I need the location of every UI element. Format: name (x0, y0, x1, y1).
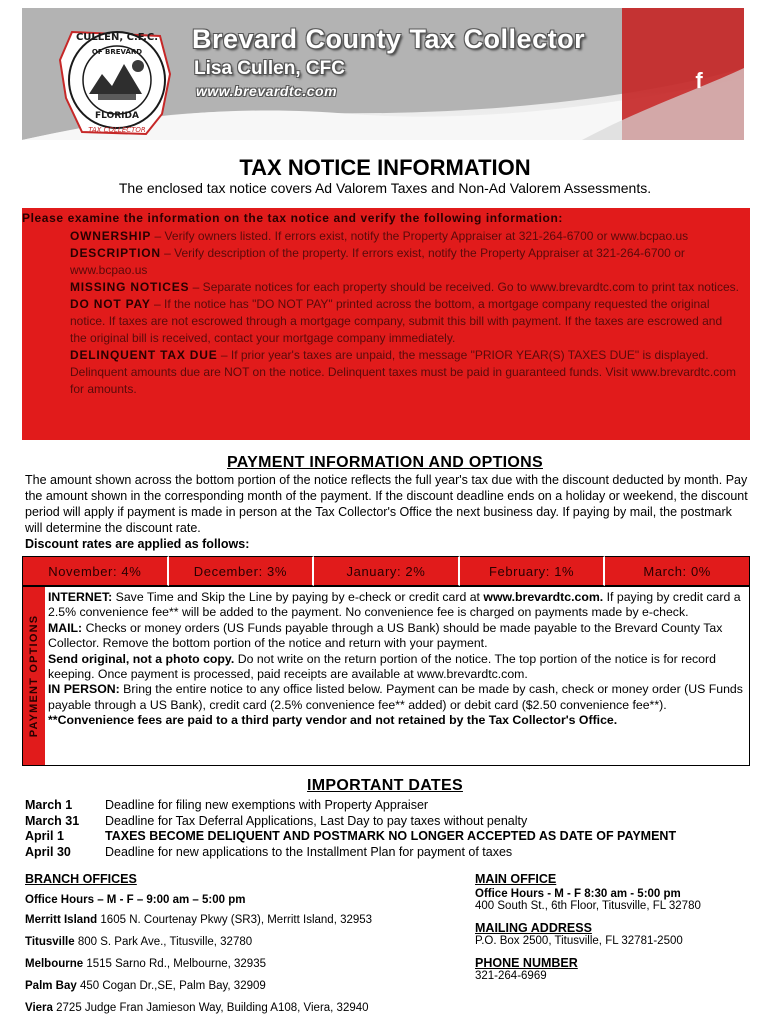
branch-office-row (25, 978, 465, 994)
date-description: Deadline for filing new exemptions with Property Appraiser (105, 798, 429, 812)
internet-label: INTERNET: (48, 590, 113, 604)
verify-item-ownership (70, 228, 742, 245)
branch-name: Palm Bay (25, 980, 77, 992)
internet-text: Save Time and Skip the Line by paying by e-check or credit card at (112, 590, 484, 604)
branch-address: 800 S. Park Ave., Titusville, 32780 (74, 936, 253, 948)
branch-address: 1605 N. Courtenay Pkwy (SR3), Merritt Island, 32953 (97, 914, 373, 926)
payment-options-text (48, 590, 746, 729)
list-item (25, 829, 765, 845)
verify-item-delinquent (70, 347, 742, 398)
verify-items-list (70, 228, 742, 398)
website-link[interactable]: www.brevardtc.com (196, 83, 338, 99)
list-item (25, 845, 765, 861)
in-person-text: Bring the entire notice to any office listed below. Payment can be made by cash, check or money order (US Funds payable through a US Bank), credit card (2.5% convenience fee** added) or debit card ($2.50 convenience fee**). (48, 682, 743, 712)
branch-address: 1515 Sarno Rd., Melbourne, 32935 (83, 958, 266, 970)
important-dates-title: IMPORTANT DATES (307, 777, 463, 794)
date-description: Deadline for Tax Deferral Applications, Last Day to pay taxes without penalty (105, 813, 528, 828)
phone-number-title: PHONE NUMBER (475, 956, 578, 970)
internet-text-2: If paying by credit card a 2.5% convenience fee** will be added to the payment. No convenience fee is charged on payments made by e-check. (48, 590, 741, 620)
svg-text:OF BREVARD: OF BREVARD (91, 48, 143, 56)
date-description: Deadline for new applications to the Installment Plan for payment of taxes (105, 844, 513, 859)
main-office-address: 400 South St., 6th Floor, Titusville, FL 32780 (475, 900, 701, 912)
facebook-icon[interactable]: f (695, 68, 703, 93)
rate-march: March: 0% (605, 556, 750, 586)
verify-term: MISSING NOTICES (70, 280, 190, 294)
branch-office-row (25, 934, 465, 950)
discount-rates-row (22, 556, 750, 586)
mailing-address: P.O. Box 2500, Titusville, FL 32781-2500 (475, 935, 683, 947)
date-description: TAXES BECOME DELIQUENT AND POSTMARK NO LONGER ACCEPTED AS DATE OF PAYMENT (105, 829, 677, 843)
side-label-text: PAYMENT OPTIONS (28, 614, 40, 738)
discount-heading: Discount rates are applied as follows: (25, 537, 250, 551)
in-person-label: IN PERSON: (48, 682, 120, 697)
convenience-fee-note: **Convenience fees are paid to a third party vendor and not retained by the Tax Collector's Office. (48, 713, 618, 728)
payment-section-title: PAYMENT INFORMATION AND OPTIONS (227, 454, 543, 471)
payment-paragraph: The amount shown across the bottom portion of the notice reflects the full year's tax due with the discount deducted by month. Pay the amount shown in the corresponding month of the payment. If the discount deadline ends on a holiday or weekend, the discount period will apply if payment is made in person at the Tax Collector's Office the next business day. If paying by mail, the postmark will determine the discount rate. (25, 473, 748, 535)
branch-address: 2725 Judge Fran Jamieson Way, Building A108, Viera, 32940 (52, 1002, 369, 1014)
branch-office-row (25, 912, 465, 928)
page-subtitle: The enclosed tax notice covers Ad Valorem Taxes and Non-Ad Valorem Assessments. (118, 180, 652, 196)
send-text: Do not write on the return portion of the notice. The top portion of the notice is for record keeping. Once payment is processed, paid receipts are available at www.brevardtc.com. (48, 651, 716, 682)
branch-name: Titusville (25, 936, 75, 948)
branch-name: Melbourne (25, 958, 84, 970)
office-title: Brevard County Tax Collector (192, 24, 586, 54)
verify-text: – Verify description of the property. If errors exist, notify the Property Appraiser at 321-264-6700 or www.bcpao.us (70, 246, 685, 277)
verify-information-box (22, 208, 750, 440)
svg-text:FLORIDA: FLORIDA (95, 111, 139, 121)
verify-text: – If prior year's taxes are unpaid, the message "PRIOR YEAR(S) TAXES DUE" is displayed. Delinquent amounts due are NOT on the notice. Delinquent taxes must be paid in guaranteed funds. Visit www.brevardtc.com for amounts. (70, 348, 736, 396)
branch-name: Merritt Island (25, 914, 98, 926)
branch-office-row (25, 1000, 465, 1016)
internet-link[interactable]: www.brevardtc.com. (483, 590, 604, 604)
send-original-note: Send original, not a photo copy. (48, 651, 235, 666)
verify-intro: Please examine the information on the tax notice and verify the following information: (22, 211, 564, 225)
page-title: TAX NOTICE INFORMATION (239, 155, 531, 180)
verify-item-missing-notices (70, 279, 742, 296)
main-office (475, 872, 755, 982)
branch-hours: Office Hours – M - F – 9:00 am – 5:00 pm (25, 894, 246, 906)
main-office-title: MAIN OFFICE (475, 872, 557, 886)
letterhead-banner (22, 8, 744, 140)
branch-address: 450 Cogan Dr.,SE, Palm Bay, 32909 (76, 980, 266, 992)
date-label: March 31 (25, 813, 80, 828)
main-office-hours: Office Hours - M - F 8:30 am - 5:00 pm (475, 888, 681, 900)
important-dates-list (25, 798, 765, 860)
list-item (25, 814, 765, 830)
date-label: April 1 (25, 829, 64, 843)
payment-options-side-label (23, 587, 45, 765)
list-item (25, 798, 765, 814)
verify-item-do-not-pay (70, 296, 742, 347)
verify-term: DO NOT PAY (70, 297, 151, 311)
branch-offices-title: BRANCH OFFICES (25, 872, 137, 886)
county-seal-logo (42, 14, 192, 139)
rate-february: February: 1% (460, 556, 606, 586)
verify-text: – If the notice has "DO NOT PAY" printed across the bottom, a mortgage company requested the original notice. If taxes are not escrowed through a mortgage company, submit this bill with payment. If the taxes are escrowed and the original bill is received, contact your mortgage company immediately. (70, 297, 723, 345)
rate-january: January: 2% (314, 556, 460, 586)
branch-offices (25, 872, 465, 1016)
payment-options-box (22, 586, 750, 766)
mail-label: MAIL: (48, 620, 83, 635)
rate-november: November: 4% (22, 556, 169, 586)
collector-name: Lisa Cullen, CFC (194, 58, 345, 79)
verify-term: DESCRIPTION (70, 246, 161, 260)
verify-term: DELINQUENT TAX DUE (70, 348, 218, 362)
verify-text: – Verify owners listed. If errors exist, notify the Property Appraiser at 321-264-6700 or www.bcpao.us (151, 229, 689, 243)
date-label: April 30 (25, 844, 71, 859)
branch-office-row (25, 956, 465, 972)
verify-text: – Separate notices for each property should be received. Go to www.brevardtc.com to print tax notices. (189, 280, 739, 294)
mail-text: Checks or money orders (US Funds payable through a US Bank) should be made payable to the Brevard County Tax Collector. Remove the bottom portion of the notice and return with your payment. (48, 620, 723, 651)
verify-term: OWNERSHIP (70, 229, 152, 243)
mailing-address-title: MAILING ADDRESS (475, 921, 592, 935)
svg-text:TAX COLLECTOR: TAX COLLECTOR (88, 126, 146, 134)
date-label: March 1 (25, 798, 73, 812)
verify-item-description (70, 245, 742, 279)
rate-december: December: 3% (169, 556, 315, 586)
svg-text:CULLEN, C.F.C.: CULLEN, C.F.C. (75, 32, 159, 43)
branch-name: Viera (25, 1002, 53, 1014)
phone-number: 321-264-6969 (475, 970, 547, 982)
